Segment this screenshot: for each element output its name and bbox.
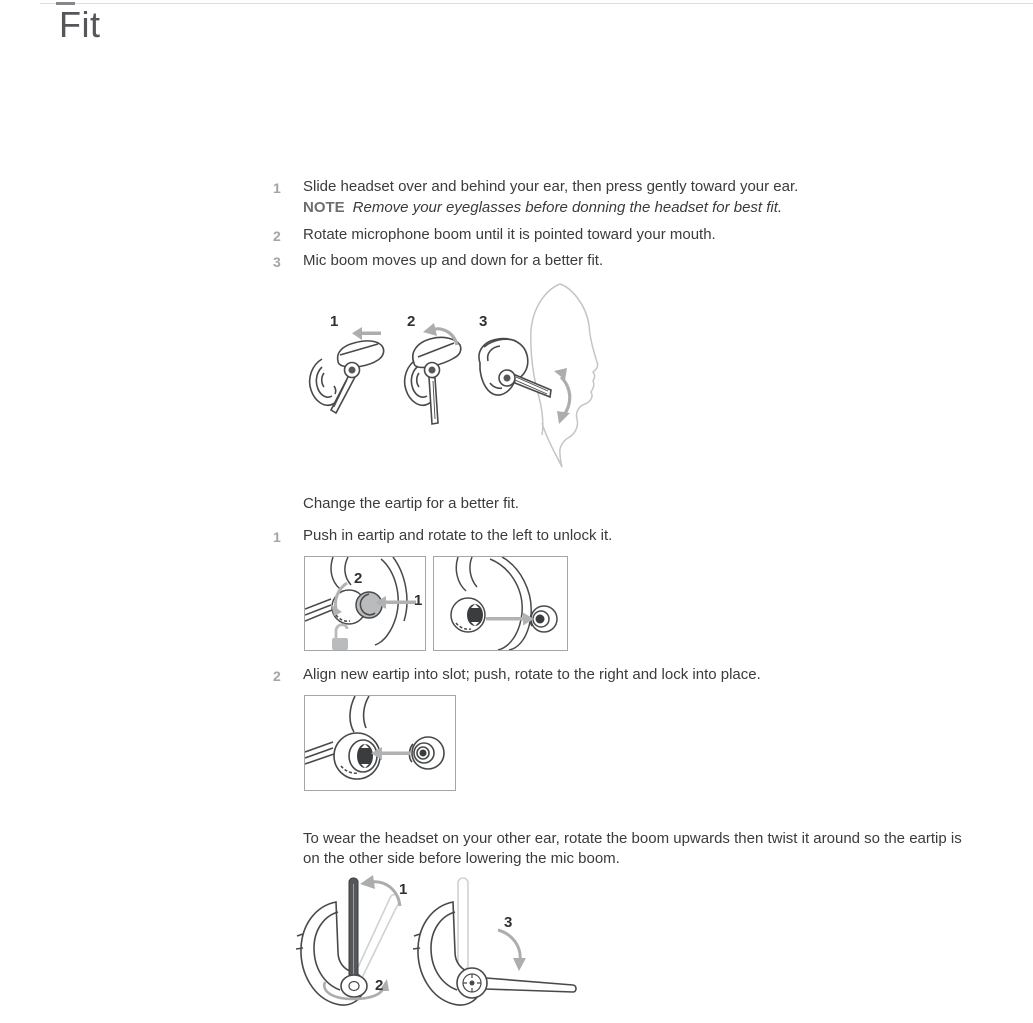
figure-label: 1 bbox=[399, 881, 408, 898]
step-number: 1 bbox=[273, 529, 281, 545]
step-text: Push in eartip and rotate to the left to unlock it. bbox=[303, 527, 613, 544]
step-text: Rotate microphone boom until it is pointed toward your mouth. bbox=[303, 226, 716, 243]
step-number: 2 bbox=[273, 228, 281, 244]
figure-fit-sequence bbox=[304, 283, 616, 468]
figure-eartip-unlock-art bbox=[305, 557, 425, 650]
figure-eartip-align bbox=[304, 695, 456, 791]
arrow-left-icon bbox=[352, 327, 381, 340]
figure-eartip-removed-art bbox=[434, 557, 567, 650]
section-intro: Change the eartip for a better fit. bbox=[303, 495, 519, 512]
figure-label: 3 bbox=[479, 313, 488, 330]
figure-eartip-removed bbox=[433, 556, 568, 651]
step-number: 1 bbox=[273, 180, 281, 196]
note-line bbox=[303, 199, 782, 216]
padlock-unlocked-icon bbox=[332, 625, 348, 650]
figure-label: 2 bbox=[375, 977, 384, 994]
swap-step12-drawing bbox=[296, 875, 400, 1005]
step-text: Slide headset over and behind your ear, then press gently toward your ear. bbox=[303, 178, 799, 195]
step-number: 2 bbox=[273, 668, 281, 684]
eartip-part bbox=[409, 737, 444, 769]
figure-label: 3 bbox=[504, 914, 513, 931]
arrow-rotate-down-icon bbox=[498, 930, 526, 971]
eartip-part bbox=[530, 606, 557, 632]
note-text: Remove your eyeglasses before donning the headset for best fit. bbox=[352, 199, 783, 216]
figure-eartip-align-art bbox=[305, 696, 455, 790]
fit-step2-drawing bbox=[405, 337, 461, 424]
other-ear-paragraph: To wear the headset on your other ear, rotate the boom upwards then twist it around so the eartip is on the other side before lowering the mic boom. bbox=[303, 830, 962, 867]
arrow-updown-icon bbox=[554, 368, 570, 424]
step-number: 3 bbox=[273, 254, 281, 270]
page-title: Fit bbox=[59, 4, 101, 45]
figure-label: 2 bbox=[407, 313, 416, 330]
figure-label: 1 bbox=[414, 592, 423, 609]
figure-label: 2 bbox=[354, 570, 363, 587]
figure-label: 1 bbox=[330, 313, 339, 330]
step-text: Align new eartip into slot; push, rotate to the right and lock into place. bbox=[303, 666, 761, 683]
fit-step3-drawing bbox=[479, 339, 551, 397]
step-text: Mic boom moves up and down for a better fit. bbox=[303, 252, 604, 269]
note-label: NOTE bbox=[303, 199, 345, 216]
arrow-right-icon bbox=[486, 613, 534, 626]
fit-step1-drawing bbox=[310, 341, 384, 413]
figure-eartip-unlock bbox=[304, 556, 426, 651]
swap-step3-drawing bbox=[413, 878, 576, 1005]
figure-swap-ear bbox=[292, 872, 584, 1022]
top-rule bbox=[40, 3, 1033, 4]
